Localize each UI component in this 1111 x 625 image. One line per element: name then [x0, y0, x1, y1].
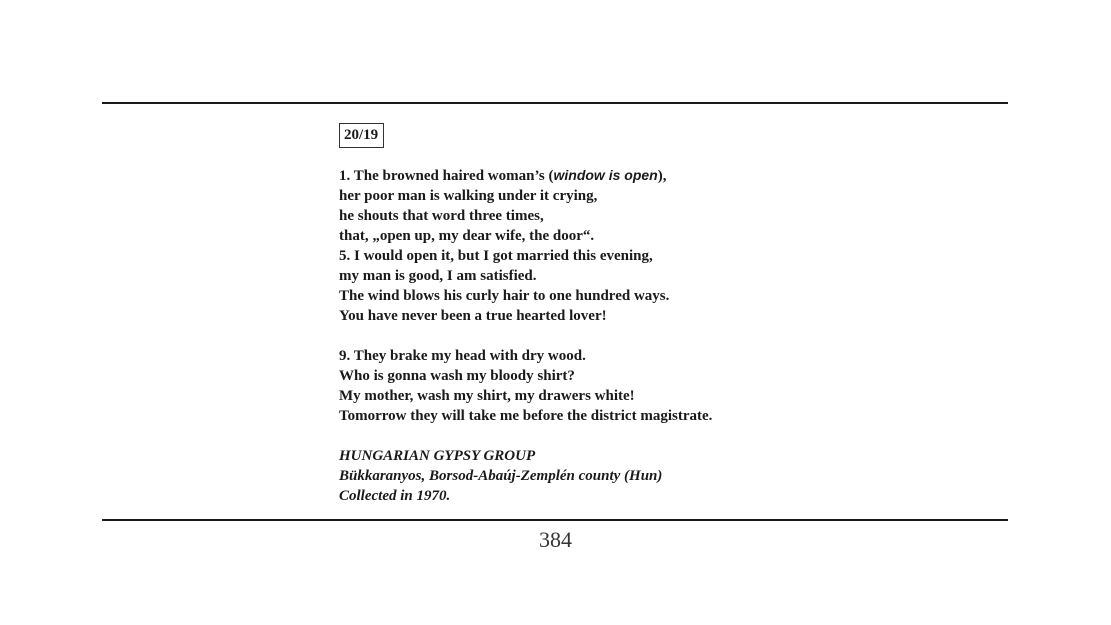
- source-collected: Collected in 1970.: [339, 488, 451, 504]
- source-location: Bükkaranyos, Borsod-Abaúj-Zemplén county (Hun): [339, 468, 663, 484]
- song-text: [339, 123, 899, 506]
- stanza-1-line-2: her poor man is walking under it crying,: [339, 188, 598, 204]
- stanza-gap: [339, 326, 899, 346]
- stanza-3-line-1: 9. They brake my head with dry wood.: [339, 348, 586, 364]
- source-info: [339, 446, 899, 506]
- stanza-3-line-2: Who is gonna wash my bloody shirt?: [339, 368, 575, 384]
- bottom-rule: [102, 519, 1008, 521]
- stanza-2-line-1: 5. I would open it, but I got married this evening,: [339, 248, 653, 264]
- stanza-3-line-3: My mother, wash my shirt, my drawers white!: [339, 388, 635, 404]
- stanza-1-line-4: that, „open up, my dear wife, the door“.: [339, 228, 595, 244]
- stanza-2-line-4: You have never been a true hearted lover!: [339, 308, 607, 324]
- page-number: 384: [539, 527, 572, 552]
- source-gap: [339, 426, 899, 446]
- stanzas: [339, 165, 899, 506]
- stanza-2-line-2: my man is good, I am satisfied.: [339, 268, 537, 284]
- stanza-1-line-1: 1. The browned haired woman’s (window is open),: [339, 167, 667, 184]
- stanza-3-line-4: Tomorrow they will take me before the district magistrate.: [339, 408, 713, 424]
- stanza-2-line-3: The wind blows his curly hair to one hundred ways.: [339, 288, 670, 304]
- source-group: HUNGARIAN GYPSY GROUP: [339, 448, 536, 464]
- stanza-1-line-3: he shouts that word three times,: [339, 208, 544, 224]
- song-number-box: 20/19: [339, 123, 384, 148]
- top-rule: [102, 102, 1008, 104]
- emphasized-phrase: window is open: [553, 167, 658, 183]
